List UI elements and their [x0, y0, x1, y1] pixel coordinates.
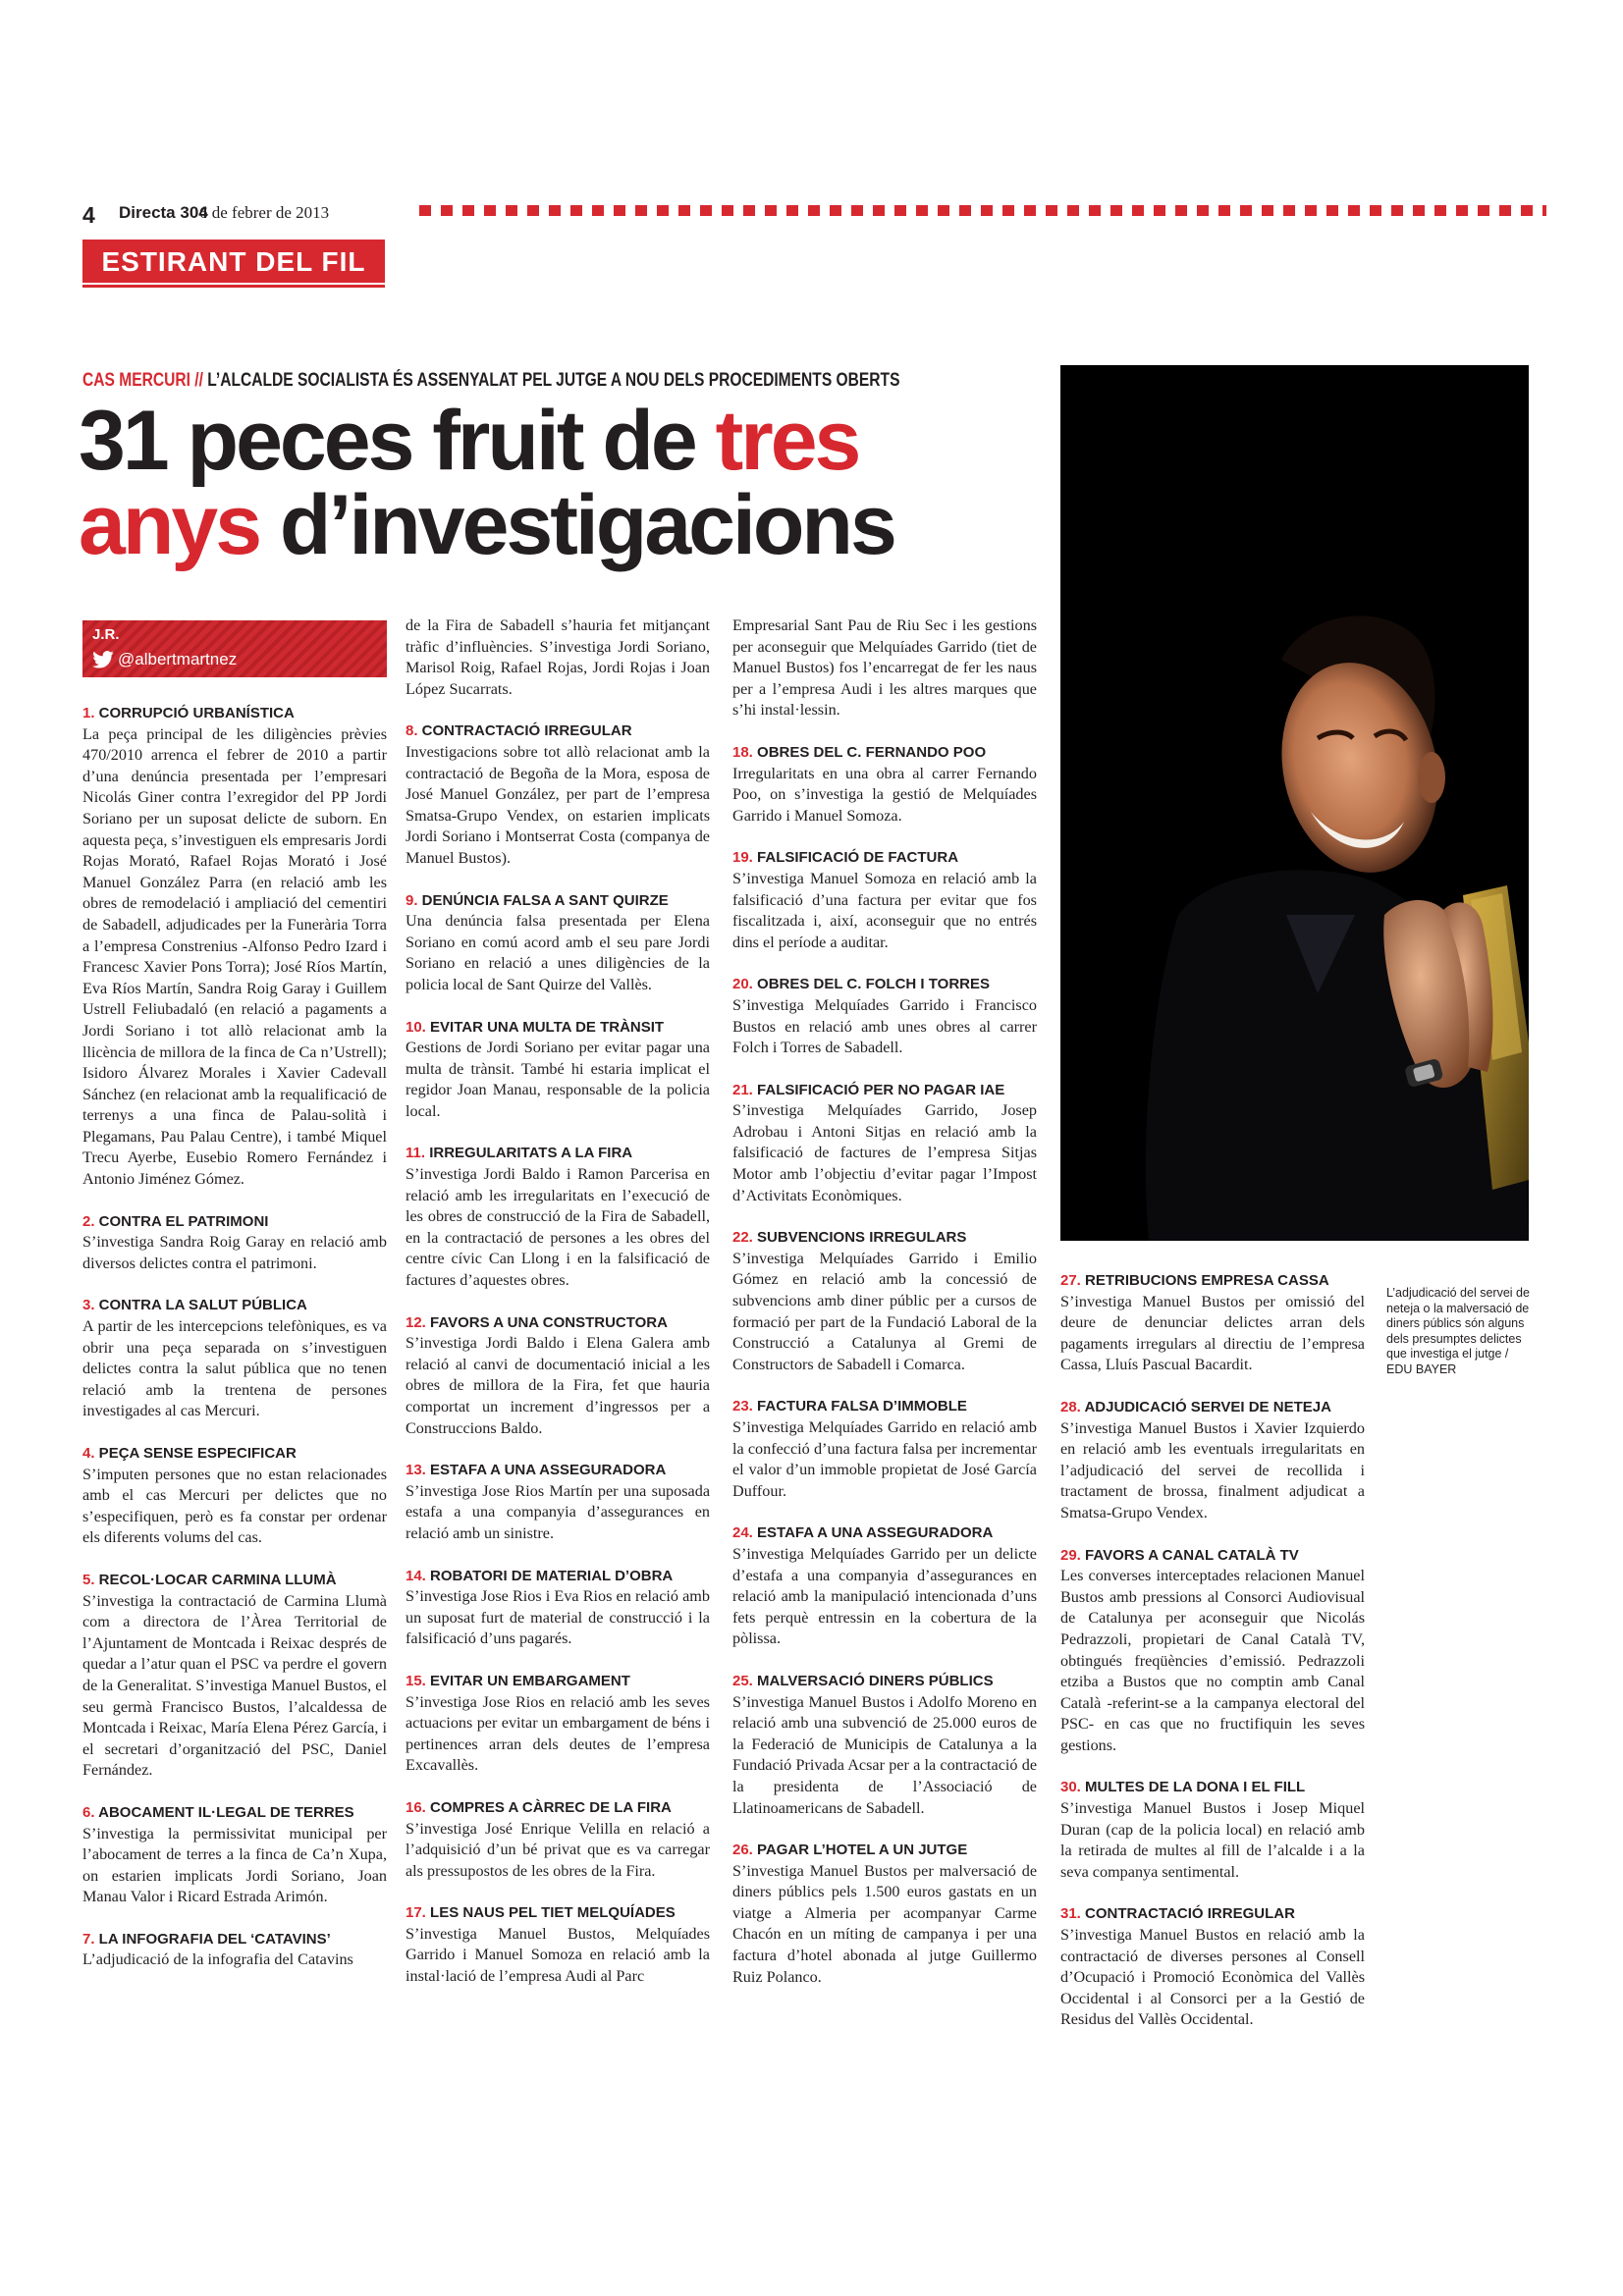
item-body: S’investiga Manuel Bustos i Adolfo Moreno en relació amb una subvenció de 25.000 euros de la Federació de Municipis de Catalunya a la Fundació Privada Acsar per a la contractació de la presidenta de l’Associació de Llatinoamericans de Sabadell.	[732, 1692, 1037, 1817]
item-body: S’investiga la contractació de Carmina Llumà com a directora de l’Àrea Territorial de l’Ajuntament de Montcada i Reixac després de quedar a l’atur quan el PSC va perdre el govern de la Generalitat. S’investiga Manuel Bustos, el seu germà Francisco Bustos, l’alcaldessa de Montcada i Reixac, María Elena Pérez García, i el secretari d’organització del PSC, Daniel Fernández.	[82, 1591, 387, 1780]
item-body: S’investiga Jose Rios i Eva Rios en relació amb un suposat furt de material de construcció i la falsificació d’uns pagarés.	[406, 1587, 710, 1648]
item-body: S’investiga la permissivitat municipal per l’abocament de terres a la finca de Ca’n Xupa, on estarien implicats Jordi Soriano, Joan Manau Valor i Ricard Estrada Arimón.	[82, 1824, 387, 1906]
list-item	[732, 1840, 1037, 1988]
item-body: S’investiga Manuel Bustos i Josep Miquel Duran (cap de la policia local) en relació amb la retirada de multes al fill de l’alcalde i a la seva companya sentimental.	[1060, 1799, 1365, 1881]
list-item	[732, 1227, 1037, 1375]
byline-author: J.R.	[92, 626, 120, 643]
item-body: S’investiga Manuel Bustos per omissió del deure de denunciar delictes arran dels pagaments irregulars al directiu de l’empresa Cassa, Lluís Pascual Bacardit.	[1060, 1292, 1365, 1374]
item-heading: 5. RECOL·LOCAR CARMINA LLUMÀ	[82, 1571, 337, 1588]
section-label	[82, 240, 385, 283]
item-body: S’investiga Jordi Baldo i Ramon Parcerisa en relació amb les irregularitats en l’execució de les obres de construcció de la Fira de Sabadell, en la contractació de persones a les obres del centre cívic Can Llong i en la falsificació de factures d’aquestes obres.	[406, 1165, 710, 1290]
list-item	[406, 615, 710, 700]
list-item	[82, 1929, 387, 1971]
item-heading: 2. CONTRA EL PATRIMONI	[82, 1212, 269, 1230]
list-item	[82, 1570, 387, 1782]
page-number: 4	[82, 202, 95, 228]
item-body: Investigacions sobre tot allò relacionat amb la contractació de Begoña de la Mora, esposa de José Manuel González, per part de l’empresa Smatsa-Grupo Vendex, on estarien implicats Jordi Soriano i Montserrat Costa (companya de Manuel Bustos).	[406, 742, 710, 867]
kicker-case: CAS MERCURI	[82, 370, 190, 391]
list-item	[406, 1566, 710, 1650]
publication-name: Directa 304	[119, 203, 208, 222]
item-body: S’investiga Manuel Bustos en relació amb la contractació de diverses persones al Consell d’Ocupació i Promoció Econòmica del Vallès Occidental i al Consorci per a la Gestió de Residus del Vallès Occidental.	[1060, 1926, 1365, 2029]
list-item	[406, 1312, 710, 1440]
item-heading: 3. CONTRA LA SALUT PÚBLICA	[82, 1297, 307, 1314]
list-item	[82, 1295, 387, 1422]
item-heading: 25. MALVERSACIÓ DINERS PÚBLICS	[732, 1672, 994, 1689]
item-heading: 29. FAVORS A CANAL CATALÀ TV	[1060, 1546, 1299, 1564]
section-label-text: ESTIRANT DEL FIL	[101, 246, 366, 277]
list-item	[732, 1080, 1037, 1207]
list-item	[1060, 1397, 1365, 1524]
item-body: S’investiga Manuel Bustos, Melquíades Garrido i Manuel Somoza en relació amb la instal·lació de l’empresa Audi al Parc	[406, 1924, 710, 1986]
item-body: S’investiga Melquíades Garrido i Francisco Bustos en relació amb unes obres al carrer Folch i Torres de Sabadell.	[732, 995, 1037, 1057]
item-heading: 12. FAVORS A UNA CONSTRUCTORA	[406, 1313, 668, 1331]
item-heading: 6. ABOCAMENT IL·LEGAL DE TERRES	[82, 1803, 354, 1821]
list-item	[406, 1460, 710, 1544]
article-column-4	[1060, 1270, 1365, 2052]
kicker	[82, 370, 900, 392]
item-body: de la Fira de Sabadell s’hauria fet mitjançant tràfic d’influències. S’investiga Jordi Soriano, Marisol Roig, Rafael Rojas, Jordi Rojas i Joan López Sucarrats.	[406, 616, 710, 698]
item-body: S’investiga Melquíades Garrido, Josep Adrobau i Antoni Sitjas en relació amb la falsificació de factures de l’empresa Sitjas Motor amb l’objectiu d’evitar pagar l’Impost d’Activitats Econòmiques.	[732, 1101, 1037, 1204]
item-heading: 11. IRREGULARITATS A LA FIRA	[406, 1145, 633, 1162]
headline	[79, 394, 894, 572]
list-item	[406, 721, 710, 869]
list-item	[406, 1902, 710, 1987]
list-item	[406, 1797, 710, 1882]
list-item	[732, 1396, 1037, 1502]
item-body: Les converses interceptades relacionen Manuel Bustos amb pressions al Consorci Audiovisual de Catalunya per aconseguir que Nicolás Pedrazzoli, propietari de Canal Català TV, obtingués freqüències d’emissió. Pedrazzoli etziba a Bustos que no comptin amb Canal Català -referint-se a la campanya electoral del PSC- en cas que no fructifiquin les seves gestions.	[1060, 1567, 1365, 1754]
item-heading: 1. CORRUPCIÓ URBANÍSTICA	[82, 705, 295, 721]
item-heading: 30. MULTES DE LA DONA I EL FILL	[1060, 1779, 1306, 1796]
item-body: La peça principal de les diligències prèvies 470/2010 arrenca el febrer de 2010 a partir d’una denúncia presentada per l’empresari Nicolás Giner contra l’exregidor del PP Jordi Soriano per un suposat delicte de suborn. En aquesta peça, s’investiguen els empresaris Jordi Rojas Morató, Rafael Rojas Morató i José Manuel González Parra (en relació amb les obres de remodelació i ampliació del cementiri de Sabadell, adjudicades per la Funerària Torra a l’empresa Constrenius -Alfonso Pedro Izard i Francesc Xavier Pons Torra); José Ríos Martín, Eva Ríos Martín, Sandra Roig Garay i Guillem Ustrell Feliubadaló (en relació a pagaments a Jordi Soriano i tot allò relacionat amb la llicència de millora de la finca de Ca n’Ustrell); Isidoro Álvarez Morales i Xavier Cadevall Sánchez (en relacionat amb la requalificació de terrenys a una finca de Palau-solità i Plegamans, Pau Palau Centre), i també Miquel Trecu Ayerbe, Eusebio Romero Fernández i Antonio Jiménez Gómez.	[82, 724, 387, 1189]
item-heading: 10. EVITAR UNA MULTA DE TRÀNSIT	[406, 1018, 665, 1036]
item-body: S’investiga Sandra Roig Garay en relació amb diversos delictes contra el patrimoni.	[82, 1233, 387, 1272]
list-item	[732, 1522, 1037, 1650]
item-body: S’investiga Jordi Baldo i Elena Galera amb relació al canvi de documentació inicial a les obres de millora de la Fira, fet que hauria comportat un increment d’ingressos per a Construccions Baldo.	[406, 1334, 710, 1437]
item-heading: 28. ADJUDICACIÓ SERVEI DE NETEJA	[1060, 1398, 1331, 1415]
kicker-text: L’ALCALDE SOCIALISTA ÉS ASSENYALAT PEL JUTGE A NOU DELS PROCEDIMENTS OBERTS	[207, 370, 900, 391]
item-heading: 20. OBRES DEL C. FOLCH I TORRES	[732, 976, 990, 993]
item-body: A partir de les intercepcions telefòniques, es va obrir una peça separada on s’investiguen delictes contra la salut pública que no tenen relació amb la trentena de persones investigades al cas Mercuri.	[82, 1317, 387, 1420]
list-item	[732, 615, 1037, 721]
item-body: L’adjudicació de la infografia del Catavins	[82, 1950, 353, 1969]
list-item	[1060, 1545, 1365, 1757]
publication-date: 6 de febrer de 2013	[199, 203, 330, 222]
item-body: S’imputen persones que no estan relacionades amb el cas Mercuri per delictes que no s’especifiquen, però es fa constar per ordenar els diferents volums del cas.	[82, 1465, 387, 1547]
item-heading: 15. EVITAR UN EMBARGAMENT	[406, 1672, 630, 1689]
list-item	[82, 1211, 387, 1275]
item-body: Empresarial Sant Pau de Riu Sec i les gestions per aconseguir que Melquíades Garrido (tiet de Manuel Bustos) fos l’encarregat de fer les naus per a l’empresa Audi i les altres marques que s’hi instal·lessin.	[732, 616, 1037, 720]
item-heading: 8. CONTRACTACIÓ IRREGULAR	[406, 722, 632, 740]
item-heading: 24. ESTAFA A UNA ASSEGURADORA	[732, 1524, 994, 1542]
list-item	[732, 847, 1037, 953]
item-body: S’investiga Manuel Bustos per malversació de diners públics pels 1.500 euros gastats en un viatge a Almeria per acompanyar Carme Chacón en un míting de campanya i per una factura d’hotel abonada al jutge Guillermo Ruiz Polanco.	[732, 1861, 1037, 1986]
item-body: S’investiga Jose Rios en relació amb les seves actuacions per evitar un embargament de béns i pertinences arran dels deutes de l’empresa Excavallès.	[406, 1692, 710, 1775]
item-heading: 23. FACTURA FALSA D’IMMOBLE	[732, 1398, 967, 1415]
photo-caption: L’adjudicació del servei de neteja o la malversació de diners públics són alguns dels presumptes delictes que investiga el jutge / EDU BAYER	[1386, 1286, 1530, 1376]
list-item	[732, 742, 1037, 827]
list-item	[82, 1443, 387, 1549]
twitter-bird-icon	[92, 651, 114, 668]
twitter-handle: @albertmartnez	[118, 650, 238, 668]
item-body: Una denúncia falsa presentada per Elena Soriano en comú acord amb el seu pare Jordi Soriano en relació a unes diligències de la policia local de Sant Quirze del Vallès.	[406, 912, 710, 993]
item-body: S’investiga Jose Rios Martín per una suposada estafa a una companyia d’assegurances en relació amb un sinistre.	[406, 1481, 710, 1542]
list-item	[732, 974, 1037, 1058]
headline-part-2: d’investigacions	[259, 478, 894, 572]
item-body: S’investiga Manuel Bustos i Xavier Izquierdo en relació amb les eventuals irregularitats en l’adjudicació del servei de recollida i tractament de brossa, finalment adjudicat a Smatsa-Grupo Vendex.	[1060, 1418, 1365, 1522]
headline-highlight-1: tres	[715, 394, 859, 488]
item-heading: 19. FALSIFICACIÓ DE FACTURA	[732, 849, 959, 867]
item-heading: 18. OBRES DEL C. FERNANDO POO	[732, 743, 987, 761]
article-photo	[1060, 365, 1529, 1241]
list-item	[1060, 1270, 1365, 1376]
item-heading: 4. PEÇA SENSE ESPECIFICAR	[82, 1445, 297, 1462]
item-heading: 22. SUBVENCIONS IRREGULARS	[732, 1229, 967, 1247]
item-body: S’investiga Melquíades Garrido en relació amb la confecció d’una factura falsa per incrementar el valor d’un immoble propietat de José García Duffour.	[732, 1418, 1037, 1500]
kicker-separator: //	[189, 370, 208, 391]
item-heading: 13. ESTAFA A UNA ASSEGURADORA	[406, 1462, 667, 1479]
byline	[82, 620, 387, 677]
item-body: S’investiga Manuel Somoza en relació amb la falsificació d’una factura per evitar que fos fiscalitzada i, així, aconseguir que no entrés dins el període a auditar.	[732, 869, 1037, 951]
item-heading: 16. COMPRES A CÀRREC DE LA FIRA	[406, 1798, 672, 1816]
list-item	[406, 1017, 710, 1123]
item-heading: 17. LES NAUS PEL TIET MELQUÍADES	[406, 1904, 676, 1922]
item-heading: 31. CONTRACTACIÓ IRREGULAR	[1060, 1905, 1295, 1923]
item-heading: 21. FALSIFICACIÓ PER NO PAGAR IAE	[732, 1081, 1005, 1098]
item-body: S’investiga Melquíades Garrido i Emilio Gómez en relació amb la concessió de subvencions amb diner públic per a cursos de formació per part de la Fundació Laboral de la Construcció a Catalunya al Gremi de Constructors de Sabadell i Comarca.	[732, 1249, 1037, 1373]
article-column-2	[406, 615, 710, 2008]
list-item	[406, 890, 710, 996]
list-item	[1060, 1903, 1365, 2031]
headline-highlight-2: anys	[79, 478, 260, 572]
item-heading: 27. RETRIBUCIONS EMPRESA CASSA	[1060, 1272, 1329, 1289]
item-heading: 26. PAGAR L’HOTEL A UN JUTGE	[732, 1842, 968, 1859]
item-heading: 9. DENÚNCIA FALSA A SANT QUIRZE	[406, 891, 669, 909]
item-heading: 14. ROBATORI DE MATERIAL D’OBRA	[406, 1567, 674, 1584]
item-body: S’investiga Melquíades Garrido per un delicte d’estafa a una companyia d’assegurances en relació amb la manipulació intencionada d’uns fets perquè entressin en la cobertura de la pòlissa.	[732, 1544, 1037, 1648]
list-item	[406, 1671, 710, 1777]
photo-man-laughing	[1060, 365, 1529, 1241]
article-column-3	[732, 615, 1037, 2008]
section-underline	[82, 285, 385, 288]
byline-twitter	[92, 650, 237, 669]
list-item	[1060, 1777, 1365, 1883]
item-body: Irregularitats en una obra al carrer Fernando Poo, on s’investiga la gestió de Melquíades Garrido i Manuel Somoza.	[732, 764, 1037, 825]
list-item	[82, 1802, 387, 1908]
item-body: Gestions de Jordi Soriano per evitar pagar una multa de trànsit. També hi estaria implicat el regidor Joan Manau, responsable de la policia local.	[406, 1039, 710, 1120]
item-heading: 7. LA INFOGRAFIA DEL ‘CATAVINS’	[82, 1930, 331, 1948]
article-column-1	[82, 703, 387, 1992]
list-item	[732, 1671, 1037, 1819]
list-item	[406, 1143, 710, 1291]
header-dashed-rule	[419, 205, 1546, 216]
headline-part-1: 31 peces fruit de	[79, 394, 716, 488]
list-item	[82, 703, 387, 1191]
item-body: S’investiga José Enrique Velilla en relació a l’adquisició d’un bé privat que es va carregar als pressupostos de les obres de la Fira.	[406, 1819, 710, 1880]
